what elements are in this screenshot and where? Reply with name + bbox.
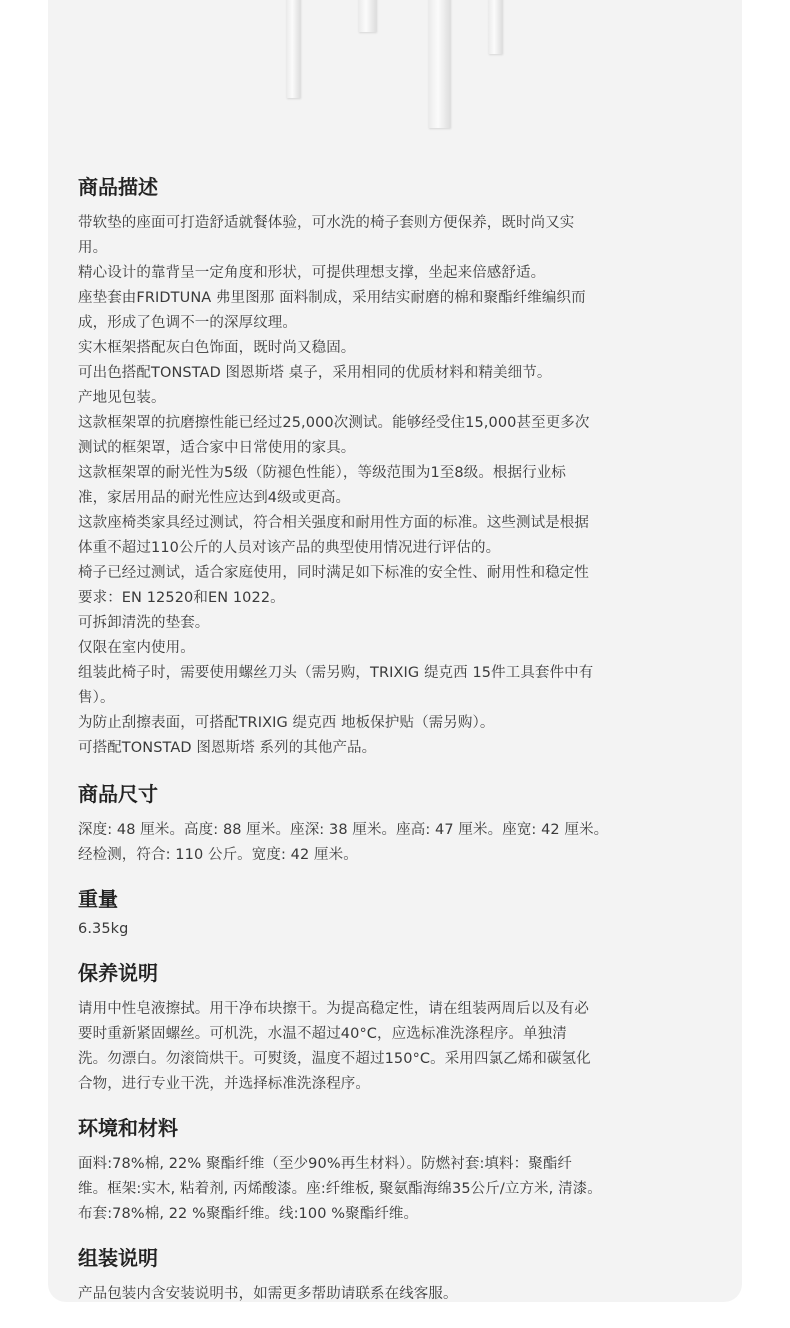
description-line: 组装此椅子时，需要使用螺丝刀头（需另购，TRIXIG 缇克西 15件工具套件中有 (78, 665, 594, 681)
description-line: 可拆卸清洗的垫套。 (78, 615, 210, 631)
materials-section (78, 1113, 718, 1227)
description-line: 售）。 (78, 690, 115, 706)
description-section (78, 172, 718, 761)
section-title: 组装说明 (78, 1246, 158, 1270)
chair-leg-image (488, 0, 502, 54)
description-line: 这款框架罩的耐光性为5级（防褪色性能），等级范围为1至8级。根据行业标 (78, 465, 566, 481)
weight-section (78, 884, 718, 942)
section-title: 环境和材料 (78, 1116, 178, 1140)
weight-value: 6.35kg (78, 921, 129, 937)
product-details (78, 172, 718, 1302)
section-title: 商品尺寸 (78, 782, 158, 806)
chair-leg-image (358, 0, 376, 32)
chair-leg-image (428, 0, 450, 128)
materials-line: 布套:78%棉, 22 %聚酯纤维。线:100 %聚酯纤维。 (78, 1206, 419, 1222)
materials-line: 面料:78%棉, 22% 聚酯纤维（至少90%再生材料）。防燃衬套:填料：聚酯纤 (78, 1156, 573, 1172)
product-photo (48, 0, 742, 150)
materials-line: 维。框架:实木, 粘着剂, 丙烯酸漆。座:纤维板, 聚氨酯海绵35公斤/立方米, 清漆。 (78, 1181, 602, 1197)
description-line: 椅子已经过测试，适合家庭使用，同时满足如下标准的安全性、耐用性和稳定性 (78, 565, 589, 581)
description-line: 体重不超过110公斤的人员对该产品的典型使用情况进行评估的。 (78, 540, 501, 556)
description-line: 这款框架罩的抗磨擦性能已经过25,000次测试。能够经受住15,000甚至更多次 (78, 415, 590, 431)
description-line: 实木框架搭配灰白色饰面，既时尚又稳固。 (78, 340, 356, 356)
assembly-section (78, 1243, 718, 1302)
description-line: 带软垫的座面可打造舒适就餐体验，可水洗的椅子套则方便保养，既时尚又实 (78, 215, 575, 231)
dimensions-section (78, 779, 718, 868)
care-line: 合物，进行专业干洗，并选择标准洗涤程序。 (78, 1076, 370, 1092)
description-line: 要求：EN 12520和EN 1022。 (78, 590, 285, 606)
section-title: 重量 (78, 887, 118, 911)
description-line: 测试的框架罩，适合家中日常使用的家具。 (78, 440, 356, 456)
section-title: 商品描述 (78, 175, 158, 199)
description-line: 仅限在室内使用。 (78, 640, 195, 656)
care-line: 请用中性皂液擦拭。用干净布块擦干。为提高稳定性，请在组装两周后以及有必 (78, 1001, 589, 1017)
assembly-line: 产品包装内含安装说明书，如需更多帮助请联系在线客服。 (78, 1286, 458, 1302)
care-instructions-section (78, 958, 718, 1097)
description-line: 座垫套由FRIDTUNA 弗里图那 面料制成，采用结实耐磨的棉和聚酯纤维编织而 (78, 290, 586, 306)
description-line: 准，家居用品的耐光性应达到4级或更高。 (78, 490, 351, 506)
product-info-card (48, 0, 742, 1302)
care-line: 要时重新紧固螺丝。可机洗，水温不超过40°C，应选标准洗涤程序。单独清 (78, 1026, 567, 1042)
description-line: 用。 (78, 240, 108, 256)
description-line: 精心设计的靠背呈一定角度和形状，可提供理想支撑，坐起来倍感舒适。 (78, 265, 546, 281)
description-line: 可搭配TONSTAD 图恩斯塔 系列的其他产品。 (78, 740, 377, 756)
chair-leg-image (286, 0, 300, 98)
dimensions-line: 经检测，符合: 110 公斤。宽度: 42 厘米。 (78, 847, 358, 863)
description-line: 可出色搭配TONSTAD 图恩斯塔 桌子，采用相同的优质材料和精美细节。 (78, 365, 552, 381)
section-title: 保养说明 (78, 961, 158, 985)
description-line: 成，形成了色调不一的深厚纹理。 (78, 315, 297, 331)
dimensions-line: 深度: 48 厘米。高度: 88 厘米。座深: 38 厘米。座高: 47 厘米。座宽: 42 厘米。 (78, 822, 609, 838)
description-line: 为防止刮擦表面，可搭配TRIXIG 缇克西 地板保护贴（需另购）。 (78, 715, 495, 731)
care-line: 洗。勿漂白。勿滚筒烘干。可熨烫，温度不超过150°C。采用四氯乙烯和碳氢化 (78, 1051, 591, 1067)
description-line: 产地见包装。 (78, 390, 166, 406)
description-line: 这款座椅类家具经过测试，符合相关强度和耐用性方面的标准。这些测试是根据 (78, 515, 589, 531)
